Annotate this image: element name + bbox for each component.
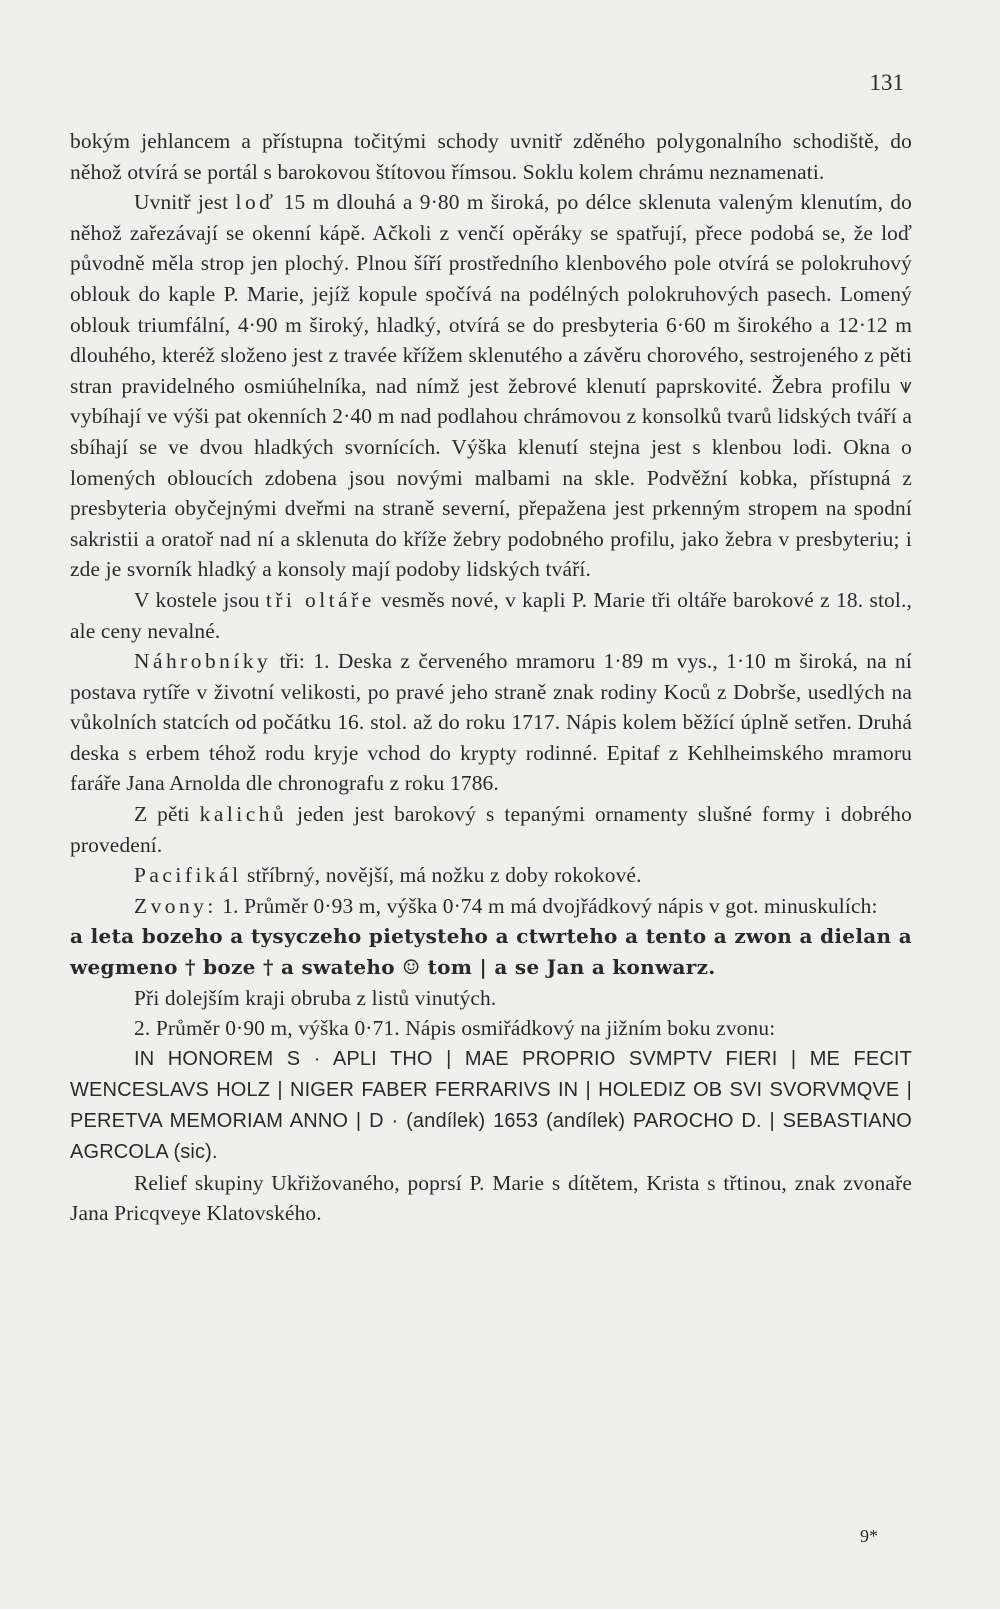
term-chalices: kalichů [199, 802, 288, 827]
pacifical-description: stříbrný, novější, má nožku z doby rokokové. [241, 863, 642, 888]
paragraph-pacifical [70, 860, 912, 891]
sheet-signature: 9* [860, 1526, 878, 1546]
paragraph-tombstones [70, 646, 912, 799]
paragraph-bell-border: Při dolejším kraji obruba z listů vinutých. [134, 985, 497, 1010]
altars-description: vesměs nové, v kapli P. Marie tři oltáře barokové z 18. stol., ale ceny nevalné. [70, 587, 912, 643]
term-pacifical: Pacifikál [134, 863, 242, 888]
paragraph-tower-continuation: bokým jehlancem a přístupna točitými schody uvnitř zděného polygonalního schodiště, do něhož otvírá se portál s barokovou štítovou římsou. Soklu kolem chrámu neznamenati. [70, 129, 912, 184]
term-bells: Zvony: [134, 893, 217, 918]
tombstones-description: tři: 1. Deska z červeného mramoru 1·89 m vys., 1·10 m široká, na ní postava rytíře v životní velikosti, po pravé jeho straně znak rodiny Koců z Dobrše, usedlých na vůkolních statcích od počátku 16. stol. až do roku 1717. Nápis kolem běžící úplně setřen. Druhá deska s erbem téhož rodu kryje vchod do krypty rodinné. Epitaf z Kehlheimského mramoru faráře Jana Arnolda dle chronografu z roku 1786. [70, 649, 912, 796]
chalices-intro: Z pěti [134, 802, 200, 827]
gothic-inscription: a leta bozeho a tysyczeho pietysteho a ctwrteho a tento a zwon a dielan a wegmeno † boze † a swateho ☺ tom | a se Jan a konwarz. [70, 924, 912, 980]
bell-one-description: 1. Průměr 0·93 m, výška 0·74 m má dvojřádkový nápis v got. minuskulích: [216, 893, 878, 918]
paragraph-altars [70, 585, 912, 646]
interior-intro: Uvnitř jest [134, 190, 236, 215]
latin-inscription: IN HONOREM S · APLI THO | MAE PROPRIO SVMPTV FIERI | ME FECIT WENCESLAVS HOLZ | NIGER FABER FERRARIVS IN | HOLEDIZ OB SVI SVORVMQVE | PERETVA MEMORIAM ANNO | D · (andílek) 1653 (andílek) PAROCHO D. | SEBASTIANO AGRCOLA (sic). [70, 1047, 912, 1163]
paragraph-interior [70, 187, 912, 585]
page-number: 131 [869, 70, 904, 95]
body-text [70, 126, 912, 1229]
paragraph-reliefs: Relief skupiny Ukřižovaného, poprsí P. Marie s dítětem, Krista s třtinou, znak zvonaře Jana Pricqveye Klatovského. [70, 1170, 912, 1226]
term-nave: loď [235, 190, 277, 215]
term-altars: tři oltáře [265, 587, 375, 612]
interior-description: 15 m dlouhá a 9·80 m široká, po délce sklenuta valeným klenutím, do něhož zařezávají se okenní kápě. Ačkoli z venčí opěráky se spatřují, přece podobá se, že loď původně měla strop jen plochý. Plnou šíří prostředního klenbového pole otvírá se polokruhový oblouk do kaple P. Marie, jejíž kopule spočívá na podélných polokruhových pasech. Lomený oblouk triumfální, 4·90 m široký, hladký, otvírá se do presbyteria 6·60 m širokého a 12·12 m dlouhého, kteréž složeno jest z travée křížem sklenutého a závěru chorového, sestrojeného z pěti stran pravidelného osmiúhelníka, nad nímž jest žebrové klenutí paprskovité. Žebra profilu ⩛ vybíhají ve výši pat okenních 2·40 m nad podlahou chrámovou z konsolků tvarů lidských tváří a sbíhají se ve dvou hladkých svornících. Výška klenutí stejna jest s klenbou lodi. Okna o lomených obloucích zdobena jsou novými malbami na skle. Podvěžní kobka, přístupná z presbyteria obyčejnými dveřmi na straně severní, přepažena jest prkenným stropem na spodní sakristii a oratoř nad ní a sklenuta do kříže žebry podobného profilu, jako žebra v presbyteriu; i zde je svorník hladký a konsoly mají podoby lidských tváří. [70, 190, 912, 582]
paragraph-bell-two: 2. Průměr 0·90 m, výška 0·71. Nápis osmiřádkový na jižním boku zvonu: [134, 1016, 776, 1041]
term-tombstones: Náhrobníky [134, 649, 272, 674]
paragraph-chalices [70, 799, 912, 860]
altars-intro: V kostele jsou [134, 587, 266, 612]
paragraph-bells [70, 891, 912, 922]
chalices-description: jeden jest barokový s tepanými ornamenty slušné formy i dobrého provedení. [70, 802, 912, 857]
